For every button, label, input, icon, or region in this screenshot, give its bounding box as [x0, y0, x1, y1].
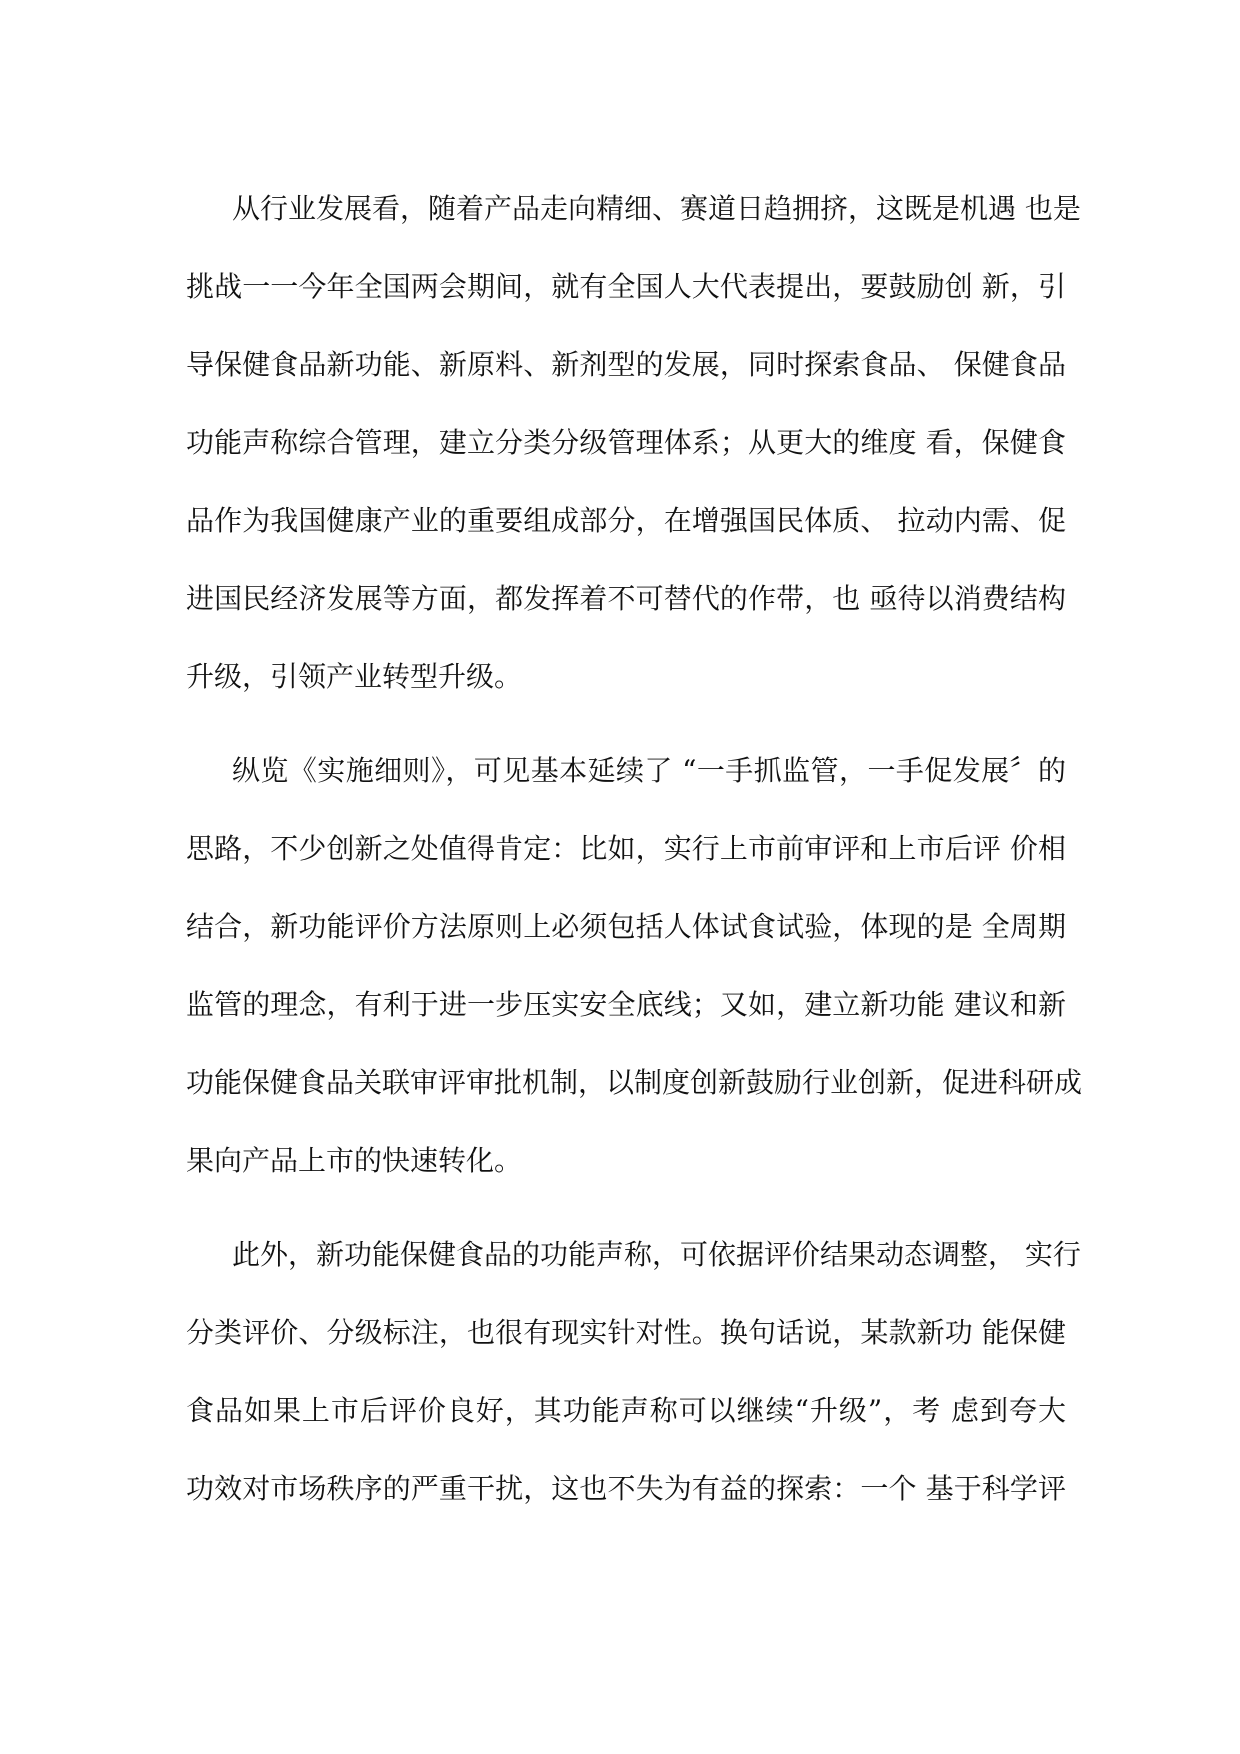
text-line: 此外，新功能保健食品的功能声称，可依据评价结果动态调整， 实行 — [232, 1238, 1081, 1271]
text-line: 果向产品上市的快速转化。 — [186, 1144, 523, 1177]
text-line: 从行业发展看，随着产品走向精细、赛道日趋拥挤，这既是机遇 也是 — [232, 192, 1081, 225]
text-line: 食品如果上市后评价良好，其功能声称可以继续“升级”，考 虑到夸大 — [186, 1394, 1066, 1427]
text-line: 功能保健食品关联审评审批机制，以制度创新鼓励行业创新，促进科研成 — [186, 1066, 1083, 1099]
paragraph-function-claims — [186, 1238, 1081, 1551]
text-line: 纵览《实施细则》，可见基本延续了 “一手抓监管，一手促发展〞的 — [232, 754, 1066, 787]
text-line: 升级，引领产业转型升级。 — [186, 660, 523, 693]
text-line: 结合，新功能评价方法原则上必须包括人体试食试验，体现的是 全周期 — [186, 910, 1066, 943]
text-line: 思路，不少创新之处值得肯定：比如，实行上市前审评和上市后评 价相 — [186, 832, 1066, 865]
text-line: 品作为我国健康产业的重要组成部分，在增强国民体质、 拉动内需、促 — [186, 504, 1066, 537]
text-line: 功效对市场秩序的严重干扰，这也不失为有益的探索：一个 基于科学评 — [186, 1472, 1066, 1505]
text-line: 监管的理念，有利于进一步压实安全底线；又如，建立新功能 建议和新 — [186, 988, 1066, 1021]
text-line: 导保健食品新功能、新原料、新剂型的发展，同时探索食品、 保健食品 — [186, 348, 1066, 381]
text-line: 挑战一一今年全国两会期间，就有全国人大代表提出，要鼓励创 新，引 — [186, 270, 1066, 303]
text-line: 功能声称综合管理，建立分类分级管理体系；从更大的维度 看，保健食 — [186, 426, 1066, 459]
text-line: 进国民经济发展等方面，都发挥着不可替代的作带，也 亟待以消费结构 — [186, 582, 1066, 615]
text-line: 分类评价、分级标注，也很有现实针对性。换句话说，某款新功 能保健 — [186, 1316, 1066, 1349]
paragraph-industry-development — [186, 192, 1081, 739]
paragraph-implementation-rules — [186, 754, 1083, 1223]
